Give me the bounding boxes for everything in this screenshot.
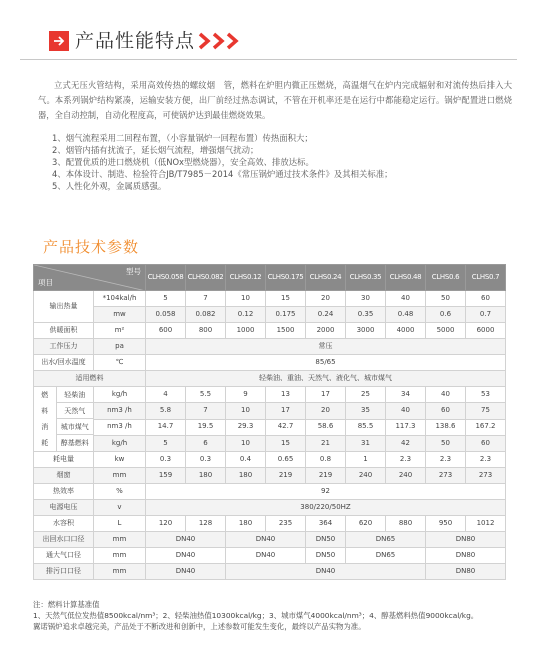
row-label-area: 供暖面积 <box>34 323 94 339</box>
unit-cell: nm3 /h <box>94 419 146 435</box>
value-cell: 31 <box>346 435 386 451</box>
value-cell: 4000 <box>386 323 426 339</box>
fuel-consumption-char: 消 <box>41 423 49 431</box>
value-cell: 0.35 <box>346 307 386 323</box>
section-title: 产品性能特点 <box>75 30 196 52</box>
fuel-consumption-label <box>34 387 56 451</box>
row-label-chimney: 烟窗 <box>34 468 94 484</box>
value-cell: 159 <box>146 468 186 484</box>
value-cell: 5 <box>146 435 186 451</box>
value-cell: DN50 <box>306 548 346 564</box>
value-cell: 1 <box>346 452 386 468</box>
model-header: CLHS0.175 <box>266 265 306 291</box>
value-cell: 7 <box>186 291 226 307</box>
row-label-efficiency: 热效率 <box>34 484 94 500</box>
value-cell: 273 <box>466 468 506 484</box>
table-row <box>34 435 506 451</box>
value-cell: 219 <box>266 468 306 484</box>
row-label-heat-output: 输出热量 <box>34 291 94 323</box>
notes <box>33 599 513 632</box>
unit-cell: kg/h <box>94 387 146 403</box>
table-row <box>34 355 506 371</box>
feature-item: 1、烟气流程采用二回程布置，（小容量锅炉一回程布置）传热面积大； <box>52 133 313 143</box>
value-cell: DN40 <box>226 548 306 564</box>
value-cell: 14.7 <box>146 419 186 435</box>
spec-table <box>33 264 506 580</box>
row-label-drain: 排污口口径 <box>34 564 94 580</box>
value-cell: 85/65 <box>146 355 506 371</box>
value-cell: DN80 <box>426 564 506 580</box>
unit-cell: L <box>94 516 146 532</box>
fuel-consumption-char: 燃 <box>41 391 49 399</box>
value-cell: 60 <box>426 403 466 419</box>
table-row <box>34 291 506 307</box>
unit-cell: kw <box>94 452 146 468</box>
value-cell: 0.48 <box>386 307 426 323</box>
value-cell: 273 <box>426 468 466 484</box>
value-cell: 4 <box>146 387 186 403</box>
value-cell: 7 <box>186 403 226 419</box>
value-cell: 0.8 <box>306 452 346 468</box>
value-cell: DN40 <box>226 532 306 548</box>
value-cell: 117.3 <box>386 419 426 435</box>
value-cell: 34 <box>386 387 426 403</box>
unit-cell: % <box>94 484 146 500</box>
value-cell: 15 <box>266 291 306 307</box>
value-cell: 25 <box>346 387 386 403</box>
header-model-label: 型号 <box>126 267 141 276</box>
value-cell: 0.4 <box>226 452 266 468</box>
value-cell: 0.058 <box>146 307 186 323</box>
value-cell: 53 <box>466 387 506 403</box>
unit-cell: mm <box>94 532 146 548</box>
value-cell: 17 <box>306 387 346 403</box>
feature-item: 4、本体设计、制造、检验符合JB/T7985－2014《常压锅炉通过技术条件》及其相关标准； <box>52 169 393 179</box>
value-cell: 0.175 <box>266 307 306 323</box>
value-cell: 40 <box>386 403 426 419</box>
arrow-icon-box <box>49 31 69 51</box>
unit-cell: mm <box>94 468 146 484</box>
header-corner-cell <box>34 265 146 291</box>
value-cell: 10 <box>226 403 266 419</box>
unit-cell: m² <box>94 323 146 339</box>
value-cell: 620 <box>346 516 386 532</box>
value-cell: 180 <box>226 516 266 532</box>
fuel-consumption-split <box>34 387 93 451</box>
spec-title: 产品技术参数 <box>43 238 140 256</box>
value-cell: 5 <box>146 291 186 307</box>
value-cell: 800 <box>186 323 226 339</box>
value-cell: 235 <box>266 516 306 532</box>
table-row <box>34 323 506 339</box>
value-cell: 35 <box>346 403 386 419</box>
fuel-consumption-char: 耗 <box>41 439 49 447</box>
row-label-power: 耗电量 <box>34 452 94 468</box>
value-cell: 60 <box>466 435 506 451</box>
note-line: 1、天然气低位发热值8500kcal/nm³；2、轻柴油热值10300kcal/kg；3、城市煤气4000kcal/nm³；4、醇基燃料热值9000kcal/kg。 <box>33 611 479 620</box>
arrow-right-icon <box>52 34 66 48</box>
value-cell: 180 <box>186 468 226 484</box>
table-header-row <box>34 265 506 291</box>
fuel-consumption-group <box>34 387 94 452</box>
value-cell: 2000 <box>306 323 346 339</box>
model-header: CLHS0.082 <box>186 265 226 291</box>
table-row <box>34 548 506 564</box>
value-cell: 20 <box>306 403 346 419</box>
value-cell: 58.6 <box>306 419 346 435</box>
value-cell: 60 <box>466 291 506 307</box>
value-cell: 10 <box>226 291 266 307</box>
value-cell: DN80 <box>426 548 506 564</box>
value-cell: 0.65 <box>266 452 306 468</box>
value-cell: DN40 <box>226 564 426 580</box>
fuel-consumption-char: 料 <box>41 407 49 415</box>
fuel-type-alcohol: 醇基燃料 <box>60 439 89 447</box>
unit-cell: nm3 /h <box>94 403 146 419</box>
value-cell: 5.5 <box>186 387 226 403</box>
value-cell: 常压 <box>146 339 506 355</box>
value-cell: 0.082 <box>186 307 226 323</box>
table-row <box>34 307 506 323</box>
value-cell: 20 <box>306 291 346 307</box>
note-line: 翼诺锅炉追求卓越完美，产品处于不断改进和创新中，上述参数可能发生变化，最终以产品实物为准。 <box>33 622 366 631</box>
value-cell: 0.24 <box>306 307 346 323</box>
row-label-pressure: 工作压力 <box>34 339 94 355</box>
unit-cell: mm <box>94 564 146 580</box>
value-cell: DN65 <box>346 532 426 548</box>
model-header: CLHS0.24 <box>306 265 346 291</box>
row-label-volume: 水容积 <box>34 516 94 532</box>
value-cell: 30 <box>346 291 386 307</box>
value-cell: 0.7 <box>466 307 506 323</box>
table-row <box>34 452 506 468</box>
row-label-outlet: 出回水口口径 <box>34 532 94 548</box>
value-cell: 219 <box>306 468 346 484</box>
value-cell: 75 <box>466 403 506 419</box>
value-cell: 0.3 <box>146 452 186 468</box>
value-cell: DN40 <box>146 548 226 564</box>
table-row <box>34 484 506 500</box>
value-cell: 240 <box>386 468 426 484</box>
value-cell: DN40 <box>146 564 226 580</box>
fuel-type-diesel: 轻柴油 <box>57 387 94 403</box>
feature-item: 2、烟管内插有扰流子，延长烟气流程，增强烟气扰动； <box>52 145 259 155</box>
value-cell: 19.5 <box>186 419 226 435</box>
value-cell: 600 <box>146 323 186 339</box>
unit-cell: mw <box>94 307 146 323</box>
value-cell: 364 <box>306 516 346 532</box>
table-row <box>34 419 506 435</box>
unit-cell: *104kal/h <box>94 291 146 307</box>
fuel-type-citygas: 城市煤气 <box>57 419 94 435</box>
value-cell: 1000 <box>226 323 266 339</box>
value-cell: 120 <box>146 516 186 532</box>
value-cell: 3000 <box>346 323 386 339</box>
feature-list <box>52 132 512 192</box>
value-cell: 6 <box>186 435 226 451</box>
value-cell: 50 <box>426 291 466 307</box>
value-cell: 138.6 <box>426 419 466 435</box>
value-cell: 9 <box>226 387 266 403</box>
table-row <box>34 468 506 484</box>
row-label-vent: 通大气口径 <box>34 548 94 564</box>
row-label-temperature: 出水/回水温度 <box>34 355 94 371</box>
value-cell: 5000 <box>426 323 466 339</box>
value-cell: 880 <box>386 516 426 532</box>
value-cell: 17 <box>266 403 306 419</box>
value-cell: 85.5 <box>346 419 386 435</box>
model-header: CLHS0.12 <box>226 265 266 291</box>
header-rule <box>20 59 517 60</box>
unit-cell: pa <box>94 339 146 355</box>
model-header: CLHS0.7 <box>466 265 506 291</box>
value-cell: 2.3 <box>466 452 506 468</box>
model-header: CLHS0.35 <box>346 265 386 291</box>
header-item-label: 项目 <box>38 277 53 287</box>
table-row <box>34 339 506 355</box>
value-cell: DN80 <box>426 532 506 548</box>
value-cell: 180 <box>226 468 266 484</box>
value-cell: 21 <box>306 435 346 451</box>
value-cell: DN40 <box>146 532 226 548</box>
table-row <box>34 532 506 548</box>
model-header: CLHS0.6 <box>426 265 466 291</box>
row-label-fuel: 适用燃料 <box>34 371 146 387</box>
value-cell: DN65 <box>346 548 426 564</box>
value-cell: 13 <box>266 387 306 403</box>
unit-cell: v <box>94 500 146 516</box>
value-cell: 10 <box>226 435 266 451</box>
value-cell: 29.3 <box>226 419 266 435</box>
value-cell: 2.3 <box>386 452 426 468</box>
unit-cell: kg/h <box>94 435 146 451</box>
value-cell: 240 <box>346 468 386 484</box>
unit-cell: mm <box>94 548 146 564</box>
value-cell: 0.6 <box>426 307 466 323</box>
table-row <box>34 516 506 532</box>
fuel-type-gas: 天然气 <box>57 403 94 419</box>
value-cell: 42.7 <box>266 419 306 435</box>
value-cell: 1012 <box>466 516 506 532</box>
value-cell: 5.8 <box>146 403 186 419</box>
value-cell: 167.2 <box>466 419 506 435</box>
value-cell: 92 <box>146 484 506 500</box>
note-heading: 注：燃料计算基准值 <box>33 600 100 609</box>
fuel-type-labels <box>56 387 93 451</box>
value-cell: 2.3 <box>426 452 466 468</box>
table-row <box>34 371 506 387</box>
value-cell: 1500 <box>266 323 306 339</box>
section-header <box>0 28 537 64</box>
value-cell: 6000 <box>466 323 506 339</box>
row-label-voltage: 电源电压 <box>34 500 94 516</box>
model-header: CLHS0.058 <box>146 265 186 291</box>
triple-chevron-icon <box>197 32 245 50</box>
value-cell: 50 <box>426 435 466 451</box>
feature-item: 3、配置优质的进口燃烧机（低NOx型燃烧器），安全高效、排放达标。 <box>52 157 314 167</box>
value-cell: 40 <box>426 387 466 403</box>
value-cell: 0.12 <box>226 307 266 323</box>
value-cell: 轻柴油、重油、天然气、液化气、城市煤气 <box>146 371 506 387</box>
unit-cell: ℃ <box>94 355 146 371</box>
table-row <box>34 500 506 516</box>
feature-item: 5、人性化外观，金属质感强。 <box>52 181 167 191</box>
table-row <box>34 387 506 403</box>
value-cell: 15 <box>266 435 306 451</box>
value-cell: 40 <box>386 291 426 307</box>
table-row <box>34 564 506 580</box>
value-cell: 380/220/50HZ <box>146 500 506 516</box>
intro-paragraph: 立式无压火管结构，采用高效传热的螺纹烟 管，燃料在炉胆内微正压燃烧，高温烟气在炉内完成辐射和对流传热后排入大气。本系列锅炉结构紧凑，运输安装方便，出厂前经过热态调试，不管在开机率还是在运行中都能稳定运行。锅炉配置进口燃烧器，全自动控制，自动化程度高，可使锅炉达到最佳燃烧效果。 <box>38 80 512 120</box>
value-cell: 950 <box>426 516 466 532</box>
table-row <box>34 403 506 419</box>
model-header: CLHS0.48 <box>386 265 426 291</box>
value-cell: 42 <box>386 435 426 451</box>
value-cell: 128 <box>186 516 226 532</box>
value-cell: DN50 <box>306 532 346 548</box>
value-cell: 0.3 <box>186 452 226 468</box>
